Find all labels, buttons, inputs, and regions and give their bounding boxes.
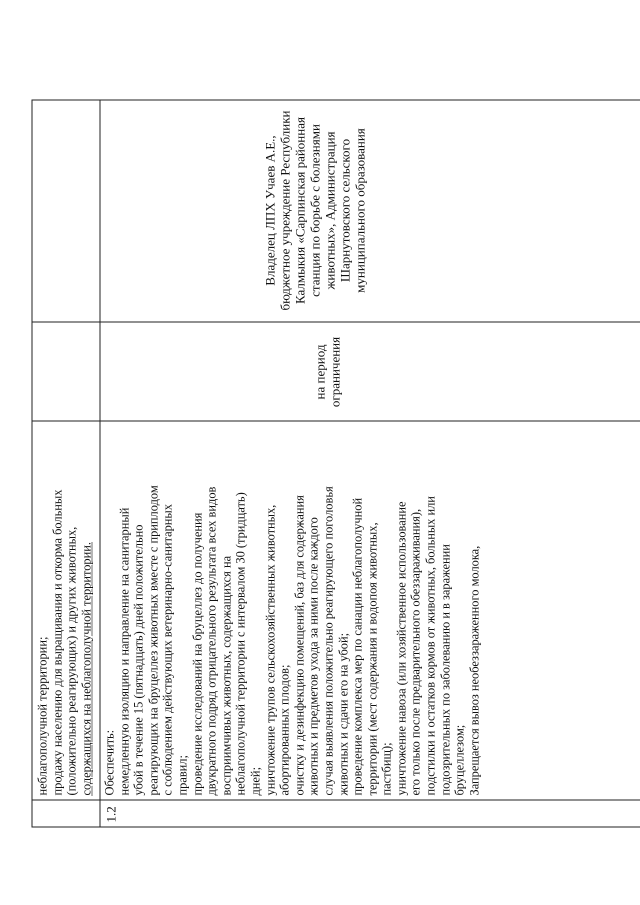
row-divider bbox=[99, 100, 100, 827]
top-row-line: (положительно реагирующих) и других животных, bbox=[64, 526, 79, 795]
responsible-line: Калмыкия «Сарпинская районная bbox=[292, 116, 307, 304]
responsible-text bbox=[262, 103, 367, 317]
requirement-line: территории (мест содержания и водопоя животных, bbox=[364, 521, 379, 795]
requirement-line: подстилки и остатков кормов от животных, больных или bbox=[423, 495, 438, 795]
column-divider-number bbox=[31, 799, 640, 800]
responsible-line: бюджетное учреждение Республики bbox=[277, 110, 292, 311]
requirement-line: восприимчивых животных, содержащихся на bbox=[218, 555, 233, 795]
requirement-line: уничтожение трупов сельскохозяйственных животных, bbox=[262, 504, 277, 795]
responsible-line: животных», Администрация bbox=[322, 130, 337, 290]
term-line: на период bbox=[312, 344, 327, 399]
requirement-line: случая выявления положительно реагирующего поголовья bbox=[320, 485, 335, 795]
requirement-text bbox=[102, 425, 481, 795]
top-row-line: содержащихся на неблагополучной территории. bbox=[78, 541, 93, 795]
requirement-line: Запрещается вывоз необеззараженного молока, bbox=[466, 545, 481, 795]
responsible-line: Шарнутовского сельского bbox=[337, 138, 352, 282]
requirement-line: реагирующих на бруцеллез животных вместе с приплодом bbox=[145, 484, 160, 795]
column-divider-requirement bbox=[31, 420, 640, 421]
responsible-line: Владелец ЛПХ Учаев А.Е., bbox=[262, 134, 277, 286]
term-text bbox=[312, 324, 342, 419]
requirement-line: его только после предварительного обеззараживания), bbox=[408, 508, 423, 795]
requirement-line: пастбищ); bbox=[379, 741, 394, 795]
term-line: ограничения bbox=[327, 336, 342, 407]
requirement-line: убой в течение 15 (пятнадцать) дней положительно bbox=[131, 524, 146, 795]
requirement-line: немедленную изоляцию и направление на санитарный bbox=[116, 507, 131, 795]
requirement-line: абортированных плодов; bbox=[277, 664, 292, 795]
requirement-line: подозрительных по заболеванию и в заражении bbox=[437, 543, 452, 795]
requirement-line: неблагополучной территории с интервалом 30 (тридцать) bbox=[233, 491, 248, 795]
requirement-line: бруцеллезом; bbox=[452, 724, 467, 795]
requirement-line: проведение исследований на бруцеллез до получения bbox=[189, 512, 204, 795]
column-divider-term bbox=[31, 321, 640, 322]
requirement-line: проведение комплекса мер по санации неблагополучной bbox=[350, 497, 365, 795]
top-row-line: продажу населению для выращивания и откорма больных bbox=[49, 489, 64, 795]
responsible-line: муниципального образования bbox=[352, 127, 367, 293]
table-border-right bbox=[31, 99, 640, 100]
top-row-line: неблагополучной территории; bbox=[35, 636, 49, 795]
requirement-line: уничтожение навоза (или хозяйственное использование bbox=[393, 501, 408, 795]
requirement-line: правил; bbox=[174, 754, 189, 795]
requirement-line: двукратного подряд отрицательного результата всех видов bbox=[204, 486, 219, 795]
table-border-left bbox=[31, 826, 640, 827]
requirement-line: животных и сдачи его на убой; bbox=[335, 632, 350, 795]
table-border-top bbox=[31, 100, 32, 827]
top-row-text bbox=[35, 425, 93, 795]
requirement-line: животных и предметов ухода за ними после каждого bbox=[306, 516, 321, 795]
requirement-line: дней; bbox=[247, 766, 262, 795]
requirement-line: Обеспечить: bbox=[102, 729, 116, 795]
requirement-line: очистку и дезинфекцию помещений, баз для содержания bbox=[291, 494, 306, 795]
requirement-line: с соблюдением действующих ветеринарно-санитарных bbox=[160, 503, 175, 795]
row-number: 1.2 bbox=[103, 805, 118, 822]
responsible-line: станция по борьбе с болезнями bbox=[307, 123, 322, 297]
